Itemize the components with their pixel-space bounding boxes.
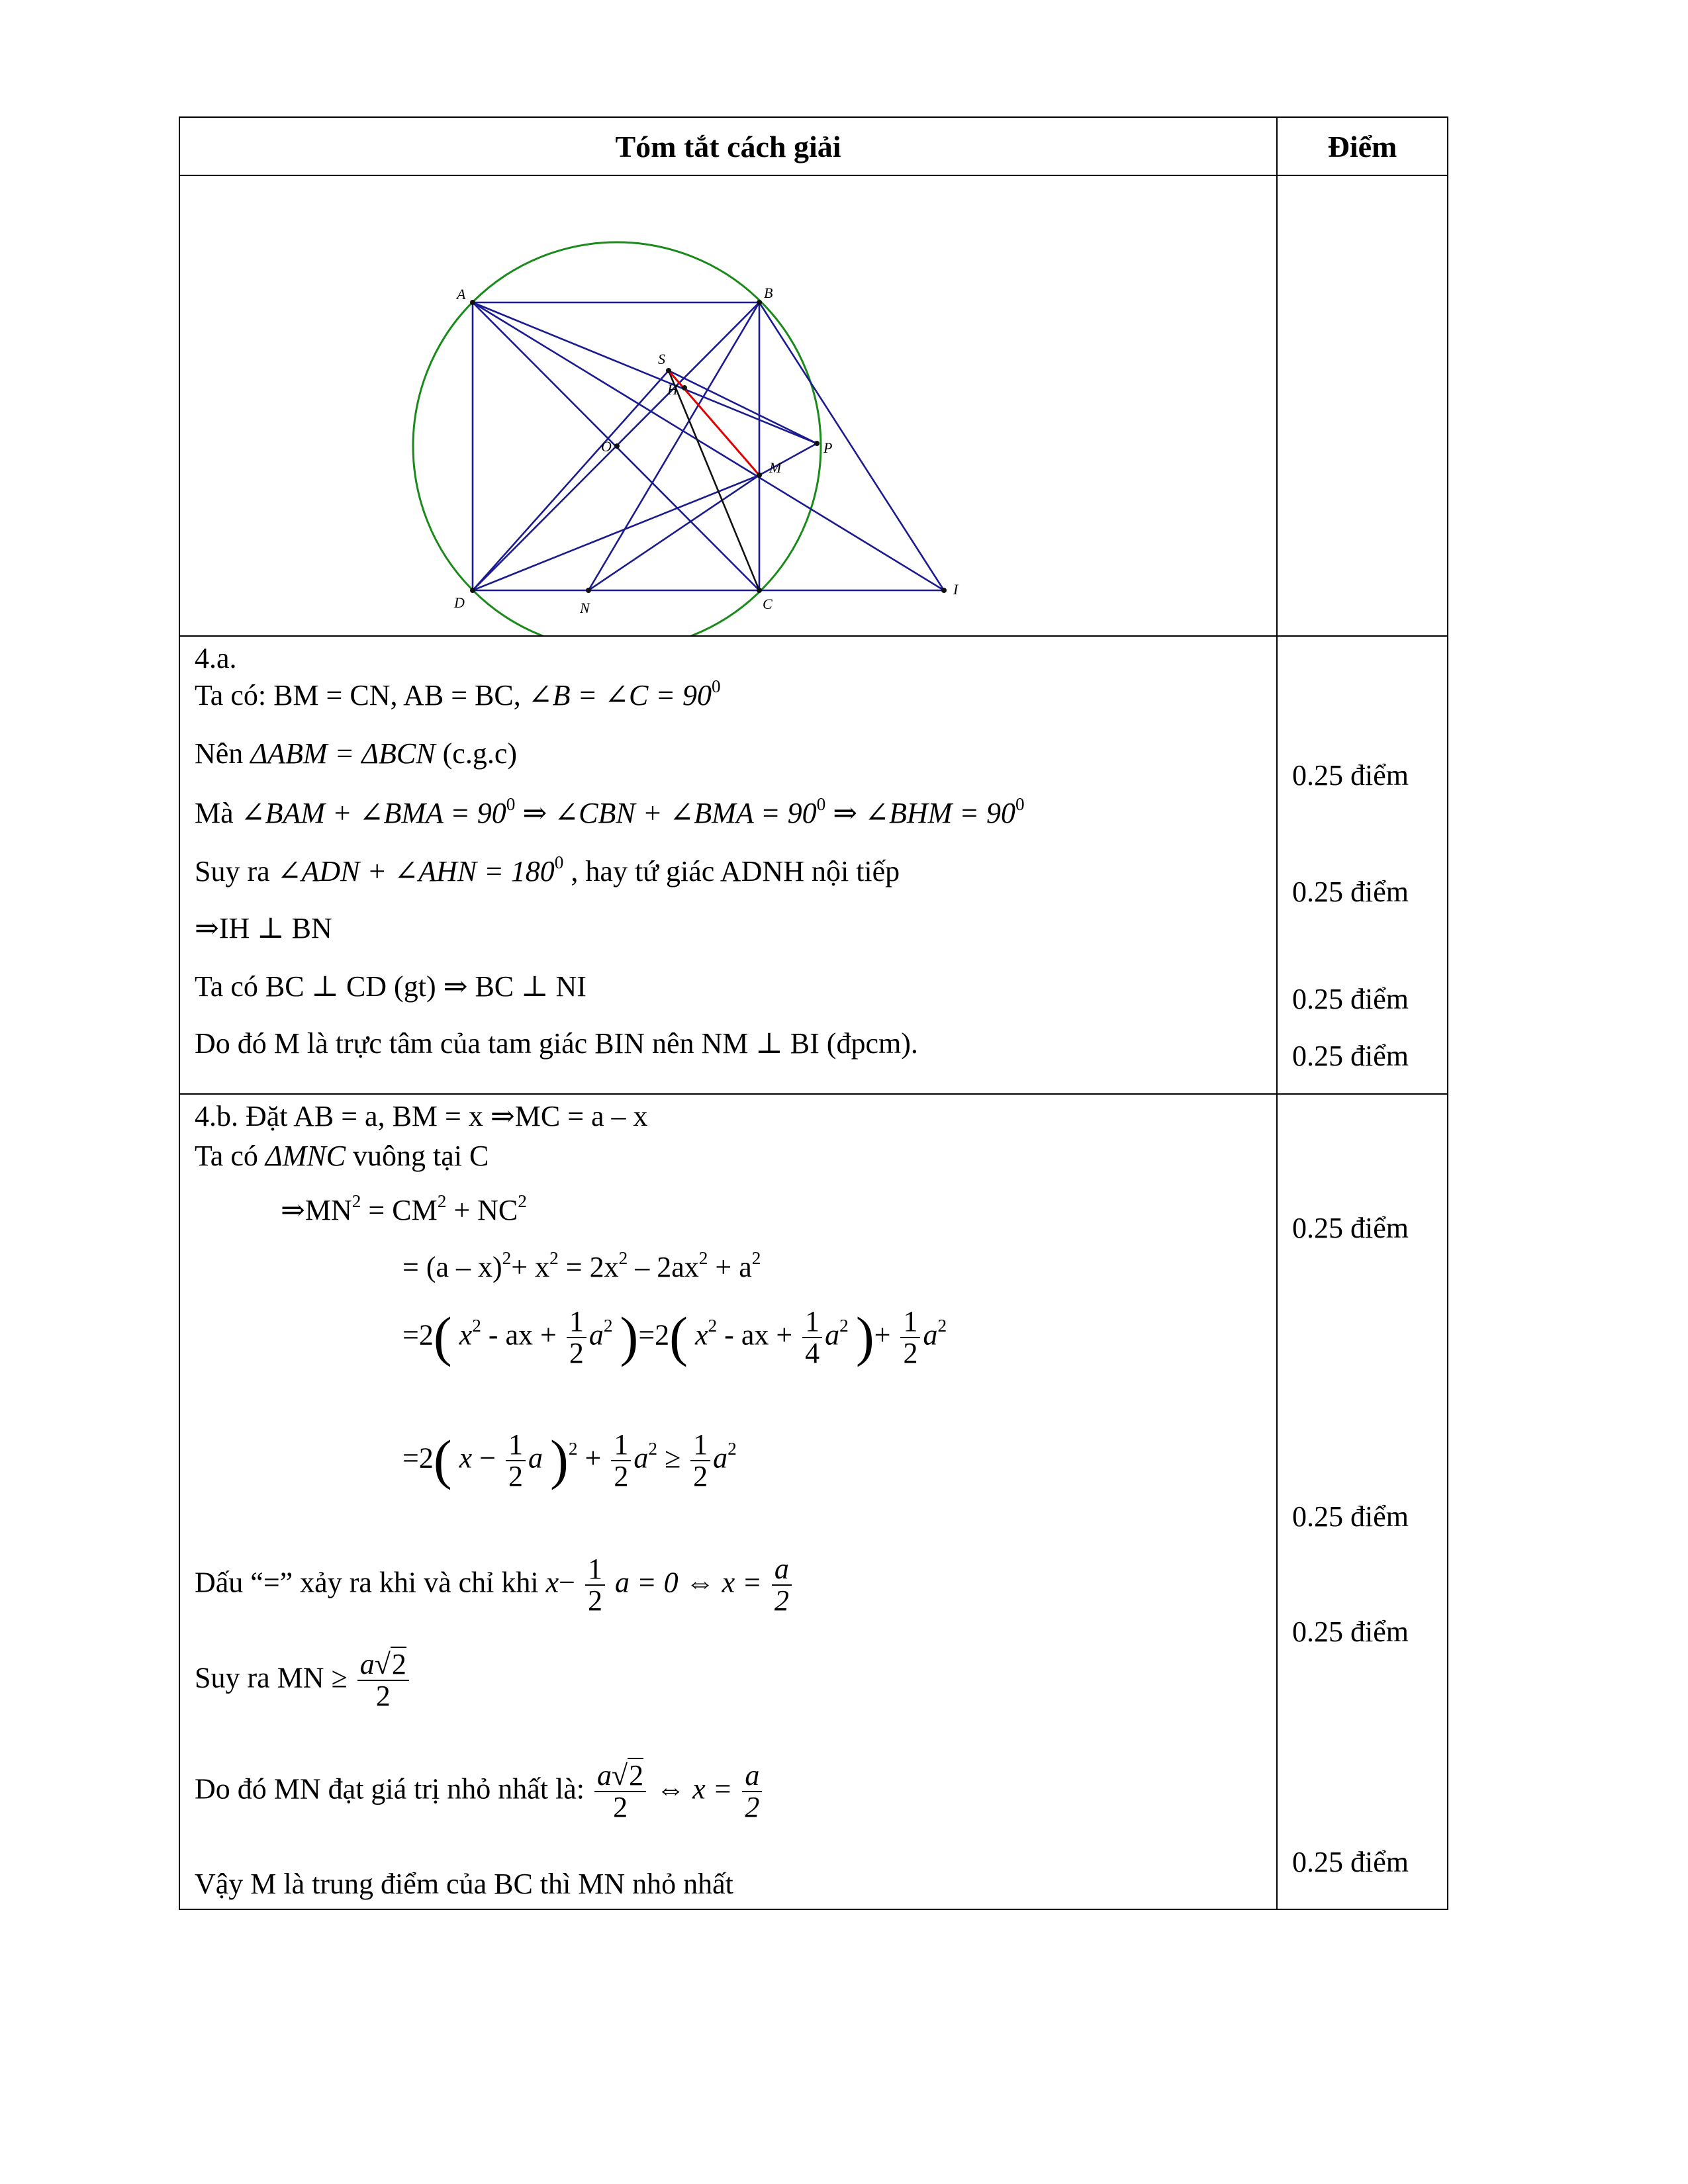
exponent: 2	[727, 1439, 737, 1459]
math: a	[359, 1648, 375, 1680]
denominator: 2	[508, 1460, 524, 1493]
part-a-line-3	[195, 794, 1025, 831]
denominator: 2	[613, 1791, 628, 1824]
text: ≥	[664, 1441, 681, 1475]
exponent: 2	[352, 1191, 361, 1211]
numerator: 1	[690, 1430, 710, 1461]
part-a-line-4	[195, 852, 900, 889]
fraction	[567, 1306, 586, 1369]
paren: (	[433, 1306, 452, 1368]
denominator: 2	[375, 1680, 391, 1713]
fraction	[611, 1430, 631, 1492]
label-m: M	[769, 459, 782, 476]
math: a	[597, 1759, 612, 1792]
numerator: 1	[900, 1306, 920, 1338]
part-b-line-10: Vậy M là trung điểm của BC thì MN nhỏ nhất	[195, 1868, 733, 1900]
part-a-line-6: Ta có BC ⊥ CD (gt) ⇒ BC ⊥ NI	[195, 970, 586, 1003]
exponent: 2	[549, 1248, 559, 1268]
text: + a	[708, 1251, 752, 1283]
fraction	[357, 1649, 409, 1711]
text: - ax +	[488, 1318, 557, 1351]
exponent: 2	[603, 1316, 613, 1336]
text: −	[479, 1441, 496, 1475]
score-a-2: 0.25 điểm	[1292, 876, 1409, 908]
text: = CM	[361, 1194, 438, 1226]
fraction	[742, 1760, 762, 1823]
text: 2	[418, 1441, 434, 1475]
exponent: 2	[618, 1248, 628, 1268]
text: vuông tại C	[353, 1140, 489, 1172]
math: x	[459, 1441, 473, 1475]
degree: 0	[712, 676, 721, 696]
math: ⇒ ∠CBN + ∠BMA = 90	[522, 797, 817, 829]
text: Ta có: BM = CN, AB = BC,	[195, 679, 521, 711]
text: - ax +	[724, 1318, 793, 1351]
label-s: S	[658, 351, 665, 367]
text: Ta có	[195, 1140, 258, 1172]
numerator: 1	[585, 1554, 605, 1586]
paren: (	[669, 1306, 688, 1368]
math: ΔMNC	[265, 1140, 346, 1172]
math: ⇒ ∠BHM = 90	[833, 797, 1015, 829]
text: + x	[511, 1251, 550, 1283]
part-a-title: 4.a.	[195, 642, 237, 674]
text: Mà	[195, 797, 234, 829]
label-c: C	[763, 596, 773, 612]
math: x	[695, 1318, 708, 1351]
part-b-line-4	[402, 1248, 761, 1285]
numerator: a√2	[594, 1760, 646, 1792]
text: (c.g.c)	[442, 737, 518, 770]
text: +	[874, 1318, 891, 1351]
geometry-figure	[180, 175, 1276, 635]
fraction	[772, 1554, 792, 1616]
text: Suy ra	[195, 855, 270, 887]
radicand: 2	[629, 1759, 644, 1792]
numerator: 1	[567, 1306, 586, 1338]
row-divider	[180, 1093, 1447, 1095]
text: =	[402, 1318, 419, 1351]
fraction	[690, 1430, 710, 1492]
label-h: H	[667, 381, 678, 398]
label-o: O	[601, 438, 612, 455]
fraction	[900, 1306, 920, 1369]
header-score: Điểm	[1327, 129, 1397, 163]
denominator: 2	[745, 1791, 760, 1824]
math: a	[528, 1441, 543, 1475]
text: 2	[418, 1318, 434, 1351]
exponent: 2	[698, 1248, 708, 1268]
exponent: 2	[708, 1316, 718, 1336]
degree: 0	[1015, 794, 1025, 814]
radicand: 2	[391, 1648, 406, 1680]
denominator: 4	[805, 1337, 820, 1370]
math: ∠ADN + ∠AHN = 180	[277, 855, 555, 887]
part-a-line-1	[195, 676, 721, 713]
fraction	[594, 1760, 646, 1823]
math: ∠BAM + ∠BMA = 90	[240, 797, 506, 829]
part-a-line-7: Do đó M là trực tâm của tam giác BIN nên NM ⊥ BI (đpcm).	[195, 1027, 918, 1060]
text: Do đó MN đạt giá trị nhỏ nhất là:	[195, 1772, 585, 1805]
score-a-4: 0.25 điểm	[1292, 1040, 1409, 1072]
score-a-3: 0.25 điểm	[1292, 983, 1409, 1015]
score-b-2: 0.25 điểm	[1292, 1500, 1409, 1533]
math: a	[713, 1441, 728, 1475]
denominator: 2	[774, 1584, 789, 1617]
exponent: 2	[568, 1439, 578, 1459]
part-b-line-6	[402, 1430, 737, 1492]
math: a	[633, 1441, 649, 1475]
math: a = 0 ⇔ x =	[614, 1566, 762, 1599]
header-solution: Tóm tắt cách giải	[615, 129, 841, 163]
exponent: 2	[839, 1316, 849, 1336]
text: = 2x	[558, 1251, 619, 1283]
numerator: a	[772, 1554, 792, 1586]
part-a-line-5: ⇒IH ⊥ BN	[195, 912, 332, 944]
fraction	[506, 1430, 526, 1492]
text: Dấu “=” xảy ra khi và chỉ khi	[195, 1566, 539, 1599]
part-b-line-7	[195, 1554, 794, 1616]
exponent: 2	[937, 1316, 947, 1336]
label-p: P	[823, 439, 833, 456]
part-a-line-2	[195, 737, 517, 771]
part-b-line-3	[281, 1191, 527, 1228]
paren: (	[433, 1430, 452, 1491]
denominator: 2	[614, 1460, 629, 1493]
text: – 2ax	[628, 1251, 699, 1283]
numerator: 1	[611, 1430, 631, 1461]
text: , hay tứ giác ADNH nội tiếp	[571, 855, 900, 887]
math: ∠B = ∠C = 90	[528, 679, 712, 711]
score-a-1: 0.25 điểm	[1292, 759, 1409, 792]
exponent: 2	[472, 1316, 481, 1336]
text: = (a – x)	[402, 1251, 502, 1283]
text: =	[402, 1441, 419, 1475]
numerator: a	[742, 1760, 762, 1792]
fraction	[802, 1306, 822, 1369]
column-divider	[1276, 118, 1278, 1909]
score-b-1: 0.25 điểm	[1292, 1212, 1409, 1244]
math: ΔABM = ΔBCN	[250, 737, 436, 770]
math: a	[588, 1318, 604, 1351]
denominator: 2	[569, 1337, 584, 1370]
exponent: 2	[751, 1248, 761, 1268]
numerator: 1	[802, 1306, 822, 1338]
label-a: A	[457, 286, 466, 302]
math: a	[923, 1318, 938, 1351]
solution-table	[179, 116, 1448, 1910]
degree: 0	[554, 852, 564, 872]
text: 2	[655, 1318, 670, 1351]
exponent: 2	[518, 1191, 527, 1211]
part-b-line-1: 4.b. Đặt AB = a, BM = x ⇒MC = a – x	[195, 1100, 648, 1132]
denominator: 2	[587, 1584, 602, 1617]
score-b-3: 0.25 điểm	[1292, 1615, 1409, 1648]
degree: 0	[816, 794, 826, 814]
paren: )	[550, 1430, 569, 1491]
text: ⇒MN	[281, 1194, 352, 1226]
label-b: B	[764, 285, 773, 301]
exponent: 2	[437, 1191, 447, 1211]
score-b-4: 0.25 điểm	[1292, 1846, 1409, 1878]
text: +	[585, 1441, 602, 1475]
denominator: 2	[903, 1337, 918, 1370]
degree: 0	[506, 794, 516, 814]
math: ⇔ x =	[656, 1772, 733, 1805]
math: x	[545, 1566, 559, 1599]
part-b-line-9	[195, 1760, 765, 1823]
part-b-line-5	[402, 1306, 947, 1369]
paren: )	[855, 1306, 874, 1368]
row-divider	[180, 635, 1447, 637]
paren: )	[620, 1306, 639, 1368]
numerator: a√2	[357, 1649, 409, 1681]
numerator: 1	[506, 1430, 526, 1461]
label-i: I	[953, 581, 959, 598]
label-d: D	[454, 594, 465, 611]
part-b-line-2	[195, 1140, 489, 1173]
exponent: 2	[502, 1248, 512, 1268]
label-n: N	[580, 600, 590, 616]
text: −	[559, 1566, 575, 1599]
text: + NC	[446, 1194, 518, 1226]
exponent: 2	[648, 1439, 657, 1459]
math: x	[459, 1318, 473, 1351]
fraction	[585, 1554, 605, 1616]
part-b-line-8	[195, 1649, 412, 1711]
text: Nên	[195, 737, 244, 770]
denominator: 2	[693, 1460, 708, 1493]
text: =	[638, 1318, 655, 1351]
text: Suy ra MN ≥	[195, 1661, 348, 1694]
math: a	[825, 1318, 840, 1351]
